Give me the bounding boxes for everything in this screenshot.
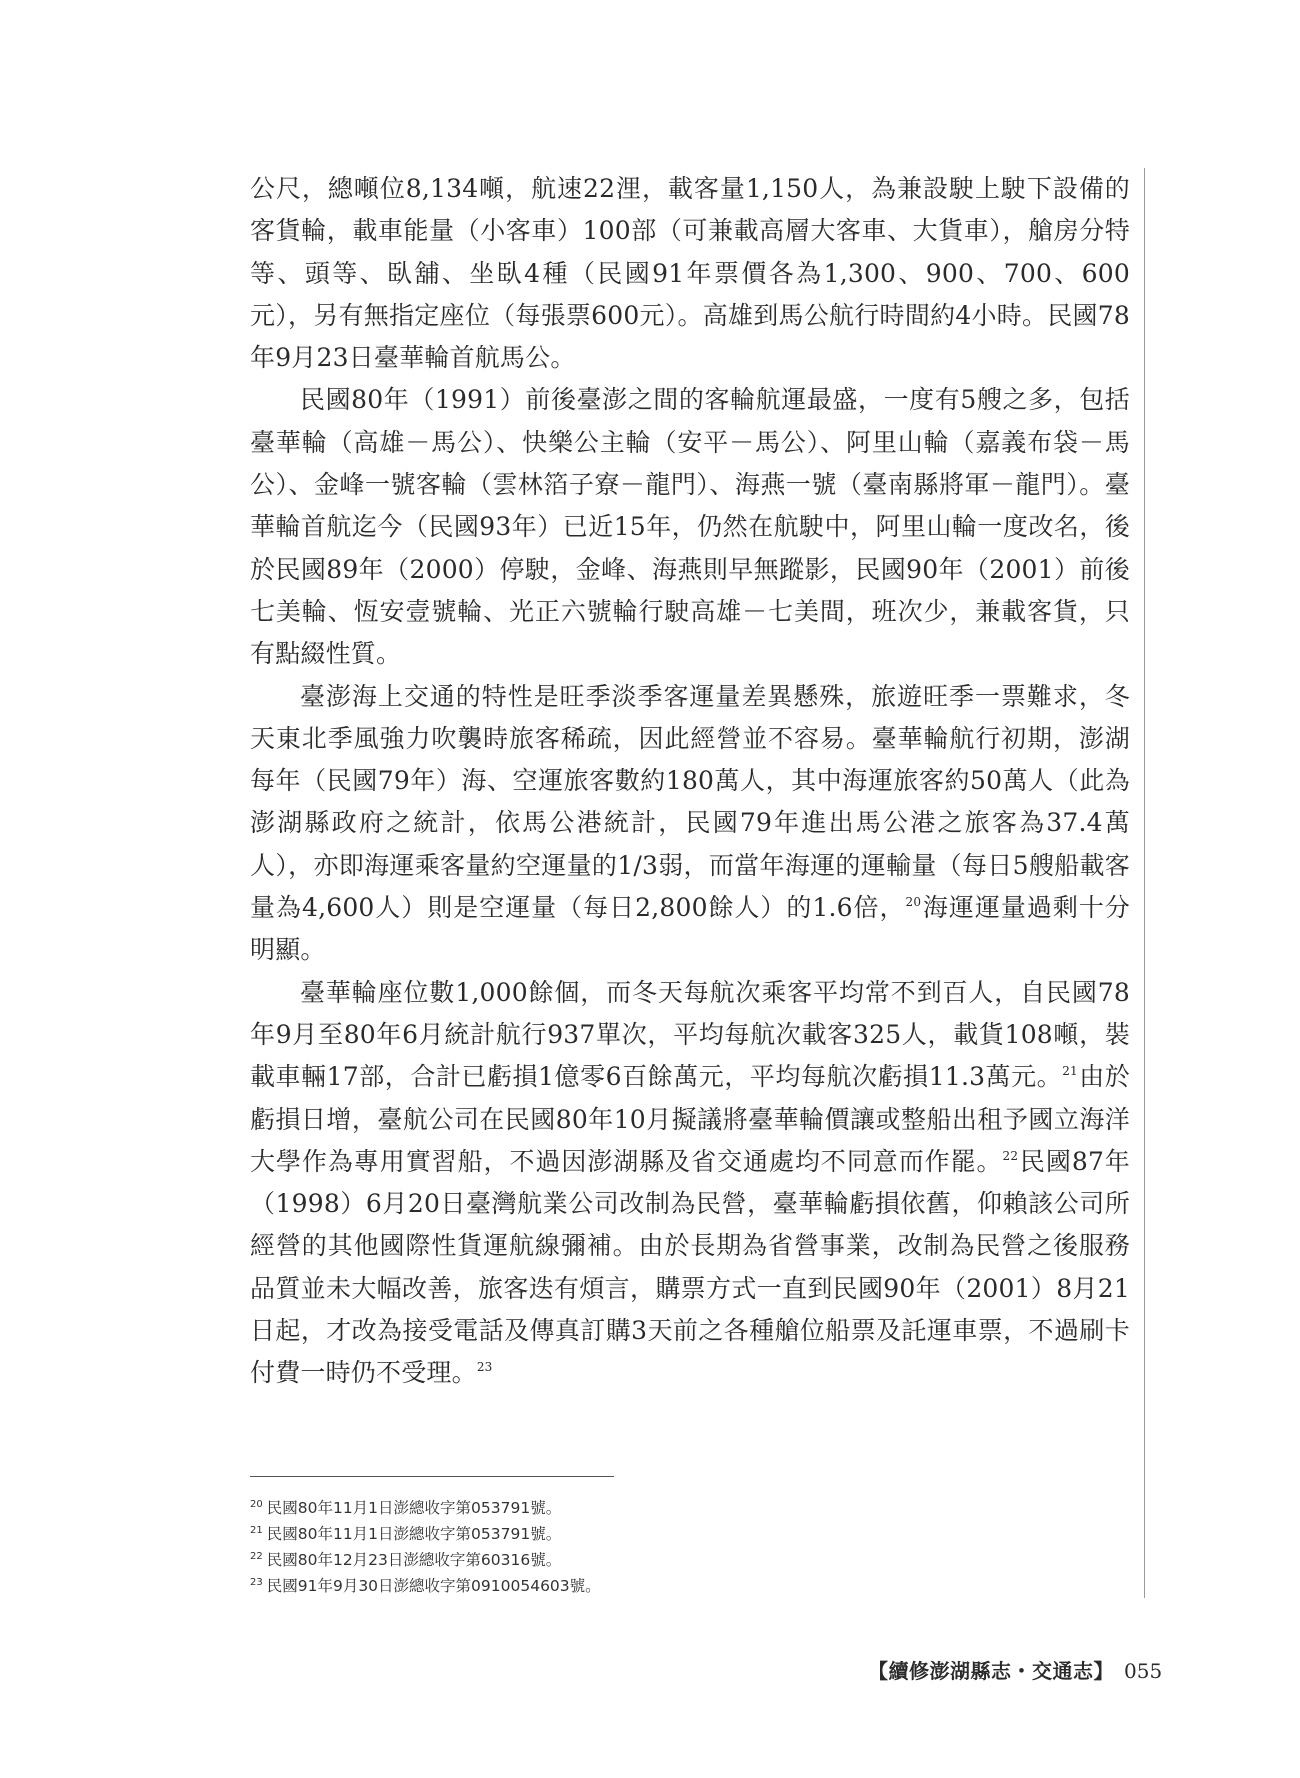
footnotes (250, 1495, 950, 1599)
footnote-ref-21[interactable]: 21 (1062, 1064, 1078, 1079)
series-title: 【續修澎湖縣志・交通志】 (868, 1659, 1114, 1683)
body-text (250, 168, 1130, 1395)
page-number: 055 (1124, 1659, 1163, 1683)
paragraph-3-text-b: 海運運量過剩十分明顯。 (250, 893, 1130, 965)
footnote-number: 20 (250, 1499, 263, 1510)
footnote (250, 1495, 950, 1521)
running-footer (868, 1655, 1163, 1684)
footnote-text: 民國91年9月30日澎總收字第0910054603號。 (266, 1577, 601, 1595)
footnote-separator (250, 1476, 614, 1477)
footnote-text: 民國80年11月1日澎總收字第053791號。 (266, 1525, 562, 1543)
paragraph-4 (250, 972, 1130, 1395)
footnote-text: 民國80年12月23日澎總收字第60316號。 (266, 1551, 562, 1569)
footnote-number: 23 (250, 1577, 263, 1588)
paragraph-3 (250, 676, 1130, 972)
margin-rule (1144, 168, 1145, 1598)
footnote-ref-20[interactable]: 20 (905, 895, 922, 910)
paragraph-2-text: 民國80年（1991）前後臺澎之間的客輪航運最盛，一度有5艘之多，包括臺華輪（高雄－馬公）、快樂公主輪（安平－馬公）、阿里山輪（嘉義布袋－馬公）、金峰一號客輪（雲林箔子寮－龍門）、海燕一號（臺南縣將軍－龍門）。臺華輪首航迄今（民國93年）已近15年，仍然在航駛中，阿里山輪一度改名，後於民國89年（2000）停駛，金峰、海燕則早無蹤影，民國90年（2001）前後七美輪、恆安壹號輪、光正六號輪行駛高雄－七美間，班次少，兼載客貨，只有點綴性質。 (250, 385, 1130, 669)
paragraph-4-text-c: 民國87年（1998）6月20日臺灣航業公司改制為民營，臺華輪虧損依舊，仰賴該公司所經營的其他國際性貨運航線彌補。由於長期為省營事業，改制為民營之後服務品質並未大幅改善，旅客迭有煩言，購票方式一直到民國90年（2001）8月21日起，才改為接受電話及傳真訂購3天前之各種艙位船票及託運車票，不過刷卡付費一時仍不受理。 (250, 1146, 1130, 1388)
footnote-number: 21 (250, 1525, 263, 1536)
paragraph-1 (250, 168, 1130, 379)
footnote-text: 民國80年11月1日澎總收字第053791號。 (266, 1499, 562, 1517)
footnote (250, 1573, 950, 1599)
paragraph-1-text: 公尺，總噸位8,134噸，航速22浬，載客量1,150人，為兼設駛上駛下設備的客貨輪，載車能量（小客車）100部（可兼載高層大客車、大貨車），艙房分特等、頭等、臥舖、坐臥4種（民國91年票價各為1,300、900、700、600元），另有無指定座位（每張票600元）。高雄到馬公航行時間約4小時。民國78年9月23日臺華輪首航馬公。 (250, 174, 1130, 373)
footnote-ref-22[interactable]: 22 (1002, 1148, 1019, 1163)
paragraph-3-text-a: 臺澎海上交通的特性是旺季淡季客運量差異懸殊，旅遊旺季一票難求，冬天東北季風強力吹襲時旅客稀疏，因此經營並不容易。臺華輪航行初期，澎湖每年（民國79年）海、空運旅客數約180萬人，其中海運旅客約50萬人（此為澎湖縣政府之統計，依馬公港統計，民國79年進出馬公港之旅客為37.4萬人），亦即海運乘客量約空運量的1/3弱，而當年海運的運輸量（每日5艘船載客量為4,600人）則是空運量（每日2,800餘人）的1.6倍， (250, 681, 1130, 923)
footnote (250, 1547, 950, 1573)
paragraph-4-text-b: 由於虧損日增，臺航公司在民國80年10月擬議將臺華輪價讓或整船出租予國立海洋大學作為專用實習船，不過因澎湖縣及省交通處均不同意而作罷。 (250, 1062, 1130, 1176)
footnote (250, 1521, 950, 1547)
paragraph-2 (250, 379, 1130, 675)
footnote-number: 22 (250, 1551, 263, 1562)
footnote-ref-23[interactable]: 23 (476, 1360, 493, 1375)
paragraph-4-text-a: 臺華輪座位數1,000餘個，而冬天每航次乘客平均常不到百人，自民國78年9月至80年6月統計航行937單次，平均每航次載客325人，載貨108噸，裝載車輛17部，合計已虧損1億零6百餘萬元，平均每航次虧損11.3萬元。 (250, 977, 1130, 1092)
